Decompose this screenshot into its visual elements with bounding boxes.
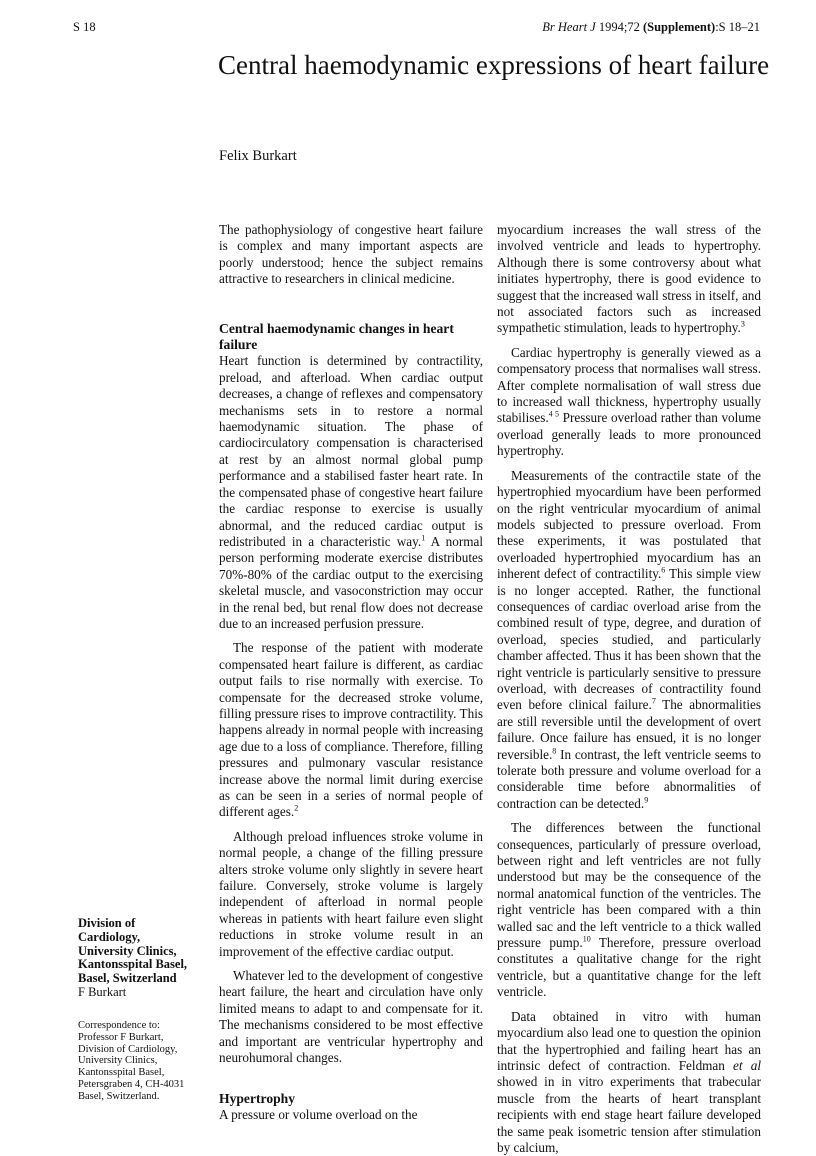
text-run-italic: et al xyxy=(733,1057,761,1073)
intro-paragraph: The pathophysiology of congestive heart failure is complex and many important aspects are poorly understood; hence the subject remains attractive to researchers in clinical medicine. xyxy=(219,222,483,287)
text-run: myocardium increases the wall stress of the involved ventricle and leads to hypertrophy. Although there is some controversy about what initiates hypertrophy, there is good evidence to suggest that the increased wall stress in itself, and not associated factors such as increased sympathetic stimulation, leads to hypertrophy. xyxy=(497,222,761,336)
text-run: In contrast, the left ventricle seems to tolerate both pressure and volume overload for a considerable time before abnormalities of contraction can be detected. xyxy=(497,746,761,811)
text-run: Cardiac hypertrophy is generally viewed as a compensatory process that normalises wall stress. After complete normalisation of wall stress due to increased wall thickness, hypertrophy usually stabilises. xyxy=(497,344,761,426)
correspondence-line: Correspondence to: xyxy=(78,1020,160,1031)
reference-marker: 1 xyxy=(421,533,426,543)
body-paragraph: Whatever led to the development of congestive heart failure, the heart and circulation have only limited means to adapt to and compensate for it. The mechanisms considered to be most effective and important are ventricular hypertrophy and neurohumoral changes. xyxy=(219,968,483,1066)
body-paragraph: Although preload influences stroke volume in normal people, a change of the filling pressure alters stroke volume only slightly in severe heart failure. Conversely, stroke volume is largely independent of afterload in normal people whereas in patients with heart failure even slight reductions in stroke volume result in an improvement of the effective cardiac output. xyxy=(219,828,483,959)
section-heading-central-haemodynamic: Central haemodynamic changes in heart failure xyxy=(219,320,454,353)
affiliation-line: University Clinics, xyxy=(78,943,177,958)
text-column-left xyxy=(219,222,483,1123)
journal-citation xyxy=(542,20,760,35)
reference-marker: 3 xyxy=(740,320,745,330)
text-run: Measurements of the contractile state of the hypertrophied myocardium have been performed on the right ventricular myocardium of animal models subjected to pressure overload. From these experiments, it was postulated that overloaded hypertrophied myocardium has an inherent defect of contractility. xyxy=(497,467,761,582)
correspondence-line: Professor F Burkart, xyxy=(78,1031,164,1043)
body-paragraph xyxy=(497,345,761,460)
correspondence-line: University Clinics, xyxy=(78,1055,158,1067)
body-paragraph xyxy=(497,1009,761,1156)
correspondence-line: Kantonsspital Basel, xyxy=(78,1067,165,1079)
citation-supplement: (Supplement) xyxy=(642,20,716,34)
body-paragraph xyxy=(497,820,761,1000)
text-run: This simple view is no longer accepted. Rather, the functional consequences of cardiac overload arise from the combined result of type, degree, and duration of overload, species studied, and particularly chamber affected. Thus it has been shown that the right ventricle is particularly sensitive to pressure overload, with decreases of contractility found even before clinical failure. xyxy=(497,566,761,713)
correspondence-address xyxy=(78,1020,208,1103)
text-run: The response of the patient with moderate compensated heart failure is different, as cardiac output fails to rise normally with exercise. To compensate for the decreased stroke volume, filling pressure rises to improve contractility. This happens already in normal people with increasing age due to a loss of compliance. Therefore, filling pressures and pulmonary vascular resistance increase above the normal limit during exercise as can be seen in a series of normal people of different ages. xyxy=(219,640,483,820)
reference-marker: 9 xyxy=(644,795,649,805)
text-run: A normal person performing moderate exercise distributes 70%-80% of the cardiac output to the exercising skeletal muscle, and vasoconstriction may occur in the renal bed, but renal flow does not decrease due to an increased perfusion pressure. xyxy=(219,533,483,631)
correspondence-line: Basel, Switzerland. xyxy=(78,1090,160,1102)
citation-pages: :S 18–21 xyxy=(715,20,760,34)
page-label: S 18 xyxy=(73,20,96,34)
text-run: The abnormalities are still reversible until the development of overt failure. Once failure has ensued, it is no longer reversible. xyxy=(497,697,761,762)
text-run: Data obtained in vitro with human myocardium also lead one to question the opinion that the hypertrophied and failing heart has an intrinsic defect of contraction. Feldman xyxy=(497,1008,761,1073)
reference-marker: 2 xyxy=(294,804,299,814)
reference-marker: 8 xyxy=(552,746,557,756)
text-run: Heart function is determined by contractility, preload, and afterload. When cardiac output decreases, a change of reflexes and compensatory mechanisms sets in to restore a normal haemodynamic situation. The phase of cardiocirculatory compensation is characterised at rest by an almost normal global pump performance and a stabilised faster heart rate. In the compensated phase of congestive heart failure the cardiac response to exercise is usually abnormal, and the reduced cardiac output is redistributed in a characteristic way. xyxy=(219,353,483,549)
affiliation-line: Cardiology, xyxy=(78,929,141,944)
body-paragraph xyxy=(219,353,483,632)
section-heading-hypertrophy: Hypertrophy xyxy=(219,1090,296,1106)
text-run: The differences between the functional consequences, particularly of pressure overload, between right and left ventricles are not fully understood but may be the consequence of the normal anatomical function of the ventricles. The right ventricle has been compared with a thin walled sac and the left ventricle to a thick walled pressure pump. xyxy=(497,820,761,951)
author-name: Felix Burkart xyxy=(219,148,297,164)
affiliation-line: Basel, Switzerland xyxy=(78,971,177,986)
affiliation-line: Division of xyxy=(78,916,136,930)
text-run: showed in in vitro experiments that trabecular muscle from the hearts of heart transplant recipients with end stage heart failure developed the same peak isometric tension after stimulation by calcium, xyxy=(497,1074,761,1155)
body-paragraph xyxy=(219,640,483,820)
author-affiliation xyxy=(78,917,208,1000)
body-paragraph xyxy=(497,468,761,813)
body-paragraph: A pressure or volume overload on the xyxy=(219,1106,418,1122)
text-run: Therefore, pressure overload constitutes a qualitative change for the right ventricle, but a quantitative change for the left ventricle. xyxy=(497,935,761,1000)
correspondence-line: Division of Cardiology, xyxy=(78,1043,178,1055)
text-run: Pressure overload rather than volume overload generally leads to more pronounced hypertrophy. xyxy=(497,410,762,459)
text-column-right xyxy=(497,222,761,1156)
reference-marker: 4 5 xyxy=(548,410,559,420)
reference-marker: 6 xyxy=(661,565,666,575)
reference-marker: 10 xyxy=(582,934,591,944)
journal-name: Br Heart J xyxy=(542,20,596,34)
article-title: Central haemodynamic expressions of heart failure xyxy=(218,50,770,80)
citation-year: 1994;72 xyxy=(595,20,643,34)
correspondence-line: Petersgraben 4, CH-4031 xyxy=(78,1078,185,1090)
body-paragraph xyxy=(497,222,761,337)
affiliation-author: F Burkart xyxy=(78,984,127,999)
reference-marker: 7 xyxy=(651,696,656,706)
affiliation-line: Kantonsspital Basel, xyxy=(78,957,188,972)
